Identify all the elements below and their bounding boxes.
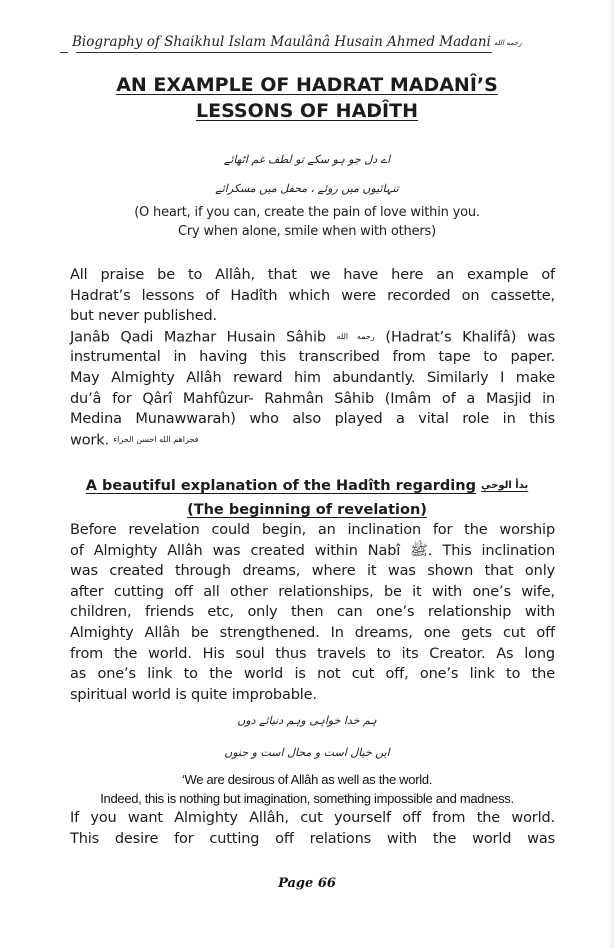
poem1-english-line2: Cry when alone, smile when with others) (178, 224, 436, 239)
poem2-english-line1: ‘We are desirous of Allâh as well as the world. (181, 772, 433, 787)
section-heading-line1: A beautiful explanation of the Hadîth regarding (85, 478, 476, 494)
section-line: Almighty Allâh be strengthened. In dreams, one gets cut off (70, 624, 555, 641)
chapter-title (0, 72, 614, 124)
closing-arabic-prayer: فجزاهم الله احسن الجزاء (113, 434, 199, 444)
section-line: of Almighty Allâh was created within Nabî ﷺ. This inclination (70, 542, 556, 559)
closing-line: If you want Almighty Allâh, cut yourself off from the world. (70, 810, 555, 826)
section-line: children, friends etc, only then can one’s relationship with (70, 604, 555, 621)
chapter-title-line1: AN EXAMPLE OF HADRAT MADANÎ’S (116, 74, 498, 96)
section-line: was created through dreams, where it was shown that only (70, 563, 555, 580)
poem1-english-line1: (O heart, if you can, create the pain of love within you. (134, 205, 480, 220)
header-rule-gap (68, 52, 76, 53)
intro-line: Medina Munawwarah) who also played a vital role in this (70, 411, 555, 428)
section-heading (0, 476, 614, 496)
honorific-glyph: رحمه الله (336, 331, 375, 341)
intro-line-with-honorific: Janâb Qadi Mazhar Husain Sâhib رحمه الله (Hadrat’s Khalifâ) was (70, 329, 556, 346)
chapter-title-line2: LESSONS OF HADÎTH (195, 100, 418, 122)
section-heading-arabic: بدأ الوحي (481, 480, 529, 491)
section-line: spiritual world is quite improbable. (70, 686, 317, 703)
running-header-title: Biography of Shaikhul Islam Maulânâ Husain Ahmed Madani (72, 34, 491, 50)
poem1-urdu-line2: تنہائیوں میں روئے ، محفل میں مسکرائے (215, 182, 399, 195)
poem2-urdu-line1: ہم خدا خواہی وہم دنیائے دوں (237, 714, 377, 727)
intro-line: du’â for Qârî Mahfûzur- Rahmân Sâhib (Imâm of a Masjid in (70, 390, 555, 407)
section-line: as one’s link to the world is not cut off, one’s link to the (70, 666, 555, 683)
section-paragraph (70, 520, 555, 705)
intro-line: instrumental in having this transcribed from tape to paper. (70, 349, 555, 366)
poem2-urdu-line2: ایں خیال است و محال است و جنوں (224, 746, 390, 759)
page-number: Page 66 (278, 876, 336, 891)
section-line: from the world. His soul thus travels to its Creator. As long (70, 645, 555, 662)
poem1-urdu-line1: اے دل جو ہو سکے تو لطف غم اٹھائے (223, 153, 391, 166)
intro-line-closing: work. فجزاهم الله احسن الجزاء (70, 432, 199, 449)
section-subheading: (The beginning of revelation) (187, 502, 427, 518)
intro-line: Hadrat’s lessons of Hadîth which were recorded on cassette, (70, 287, 555, 304)
intro-line: May Almighty Allâh reward him abundantly. Similarly I make (70, 369, 555, 386)
honorific-glyph: رحمه الله (493, 38, 522, 47)
intro-line: All praise be to Allâh, that we have here an example of (70, 267, 555, 283)
intro-line: but never published. (70, 308, 218, 325)
section-line: Before revelation could begin, an inclination for the worship (70, 522, 555, 538)
closing-line: This desire for cutting off relations with the world was (70, 830, 555, 847)
closing-paragraph (70, 808, 555, 849)
running-header (72, 34, 522, 50)
section-line: after cutting off all other relationships, be it with one’s wife, (70, 583, 555, 600)
header-rule (60, 52, 492, 53)
intro-paragraph (70, 265, 555, 450)
poem2-english-line2: Indeed, this is nothing but imagination, something impossible and madness. (100, 791, 514, 806)
